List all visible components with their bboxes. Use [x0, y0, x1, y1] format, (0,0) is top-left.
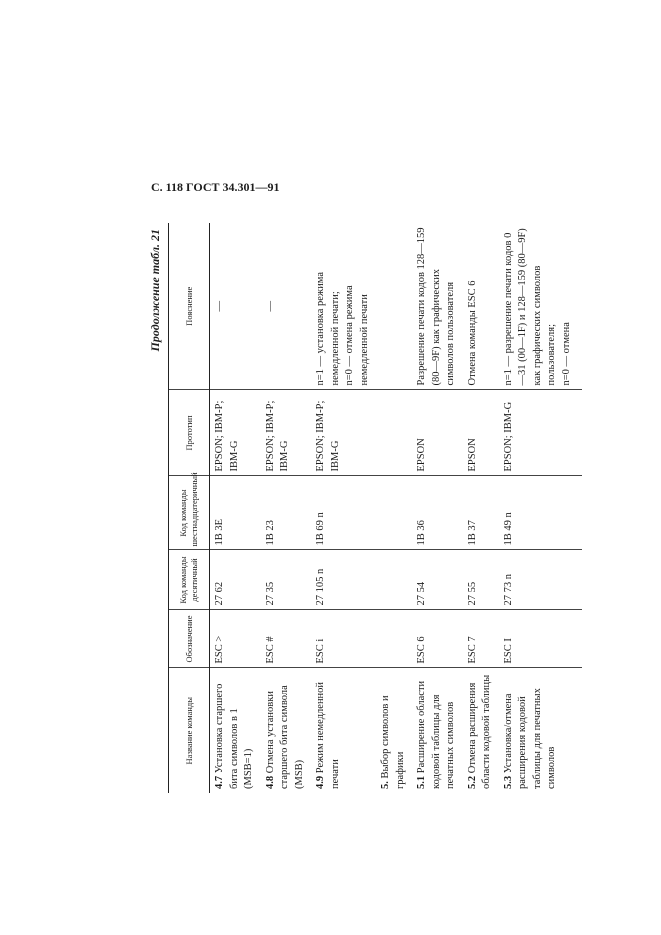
cell-prototype: EPSON [463, 390, 499, 476]
cell-dec: 27 35 [261, 550, 312, 610]
cell-hex: 1В 36 [412, 476, 463, 550]
note-text: n=1 — установка режима немедленной печати; [315, 271, 341, 386]
table-row [210, 223, 261, 793]
table-caption: Продолжение табл. 21 [148, 229, 162, 352]
cell-name [376, 668, 412, 793]
cell-prototype: EPSON [412, 390, 463, 476]
commands-table [168, 223, 582, 793]
cell-name [412, 668, 463, 793]
cell-prototype: EPSON; IBM-P; IBM-G [311, 390, 376, 476]
cell-prototype: EPSON; IBM-G [499, 390, 583, 476]
rotated-table-block [148, 223, 572, 793]
cell-name [311, 668, 376, 793]
cell-note [261, 223, 312, 390]
cell-symbol [376, 610, 412, 668]
note-text-2: n=0 — отмена [560, 322, 572, 386]
cell-name [463, 668, 499, 793]
note-text: — [264, 301, 276, 312]
cell-name [261, 668, 312, 793]
row-number: 5. [380, 781, 391, 789]
table-row [499, 223, 583, 793]
table-row [463, 223, 499, 793]
note-text: — [214, 301, 225, 312]
col-header-name: Название команды [169, 668, 210, 793]
col-header-hex: Код команды шестнадцатеричный [169, 476, 210, 550]
cell-dec: 27 62 [210, 550, 261, 610]
row-number: 5.1 [416, 775, 427, 789]
cell-note: Разрешение печати кодов 128—159 (80—9F) как графических символов пользователя [412, 223, 463, 390]
cell-hex [376, 476, 412, 550]
col-header-dec: Код команды десятичный [169, 550, 210, 610]
table-row [311, 223, 376, 793]
cell-symbol: ESC # [261, 610, 312, 668]
note-text-2: n=0 — отмена режима немедленной печати [344, 285, 370, 386]
cell-hex: 1В 3Е [210, 476, 261, 550]
cell-hex: 1В 69 n [311, 476, 376, 550]
cell-symbol: ESC i [311, 610, 376, 668]
note-text: n=1 — разрешение печати кодов 0—31 (00—1F) и 128—159 (80—9F) как графических символов пользователя; [502, 228, 557, 386]
cell-symbol: ESC I [499, 610, 583, 668]
table-header-row [169, 223, 210, 793]
cell-dec: 27 54 [412, 550, 463, 610]
cell-symbol: ESC 6 [412, 610, 463, 668]
cell-symbol: ESC > [210, 610, 261, 668]
col-header-prototype: Прототип [169, 390, 210, 476]
cell-hex: 1В 49 n [499, 476, 583, 550]
row-number: 5.3 [502, 775, 514, 789]
row-number: 4.8 [264, 775, 276, 789]
col-header-symbol: Обозначение [169, 610, 210, 668]
cell-name [499, 668, 583, 793]
cell-note [311, 223, 376, 390]
cell-note [376, 223, 412, 390]
section-name: Выбор символов и графики [380, 695, 406, 789]
col-header-note: Пояснение [169, 223, 210, 390]
cell-dec: 27 55 [463, 550, 499, 610]
command-name: Установка/отмена расширения кодовой таблицы для печатных символов [502, 688, 557, 789]
cell-note: Отмена команды ESC 6 [463, 223, 499, 390]
command-name: Режим немедленной печати [315, 681, 341, 789]
command-name: Отмена расширения области кодовой таблицы [466, 674, 492, 789]
command-name: Расширение области кодовой таблицы для печатных символов [416, 680, 456, 789]
table-row [412, 223, 463, 793]
cell-name [210, 668, 261, 793]
cell-prototype [376, 390, 412, 476]
cell-dec: 27 105 n [311, 550, 376, 610]
cell-hex: 1В 23 [261, 476, 312, 550]
table-row [376, 223, 412, 793]
cell-prototype: EPSON; IBM-P; IBM-G [210, 390, 261, 476]
row-number: 4.9 [315, 775, 326, 789]
table-row [261, 223, 312, 793]
row-number: 5.2 [466, 775, 478, 789]
cell-hex: 1В 37 [463, 476, 499, 550]
row-number: 4.7 [214, 775, 225, 789]
cell-prototype: EPSON; IBM-P; IBM-G [261, 390, 312, 476]
cell-dec [376, 550, 412, 610]
cell-note [210, 223, 261, 390]
cell-dec: 27 73 n [499, 550, 583, 610]
cell-symbol: ESC 7 [463, 610, 499, 668]
command-name: Отмена установки старшего бита символа (MSB) [264, 685, 305, 789]
page-header: С. 118 ГОСТ 34.301—91 [151, 180, 280, 194]
cell-note [499, 223, 583, 390]
command-name: Установка старшего бита символов в 1 (MSB=1) [214, 683, 254, 789]
